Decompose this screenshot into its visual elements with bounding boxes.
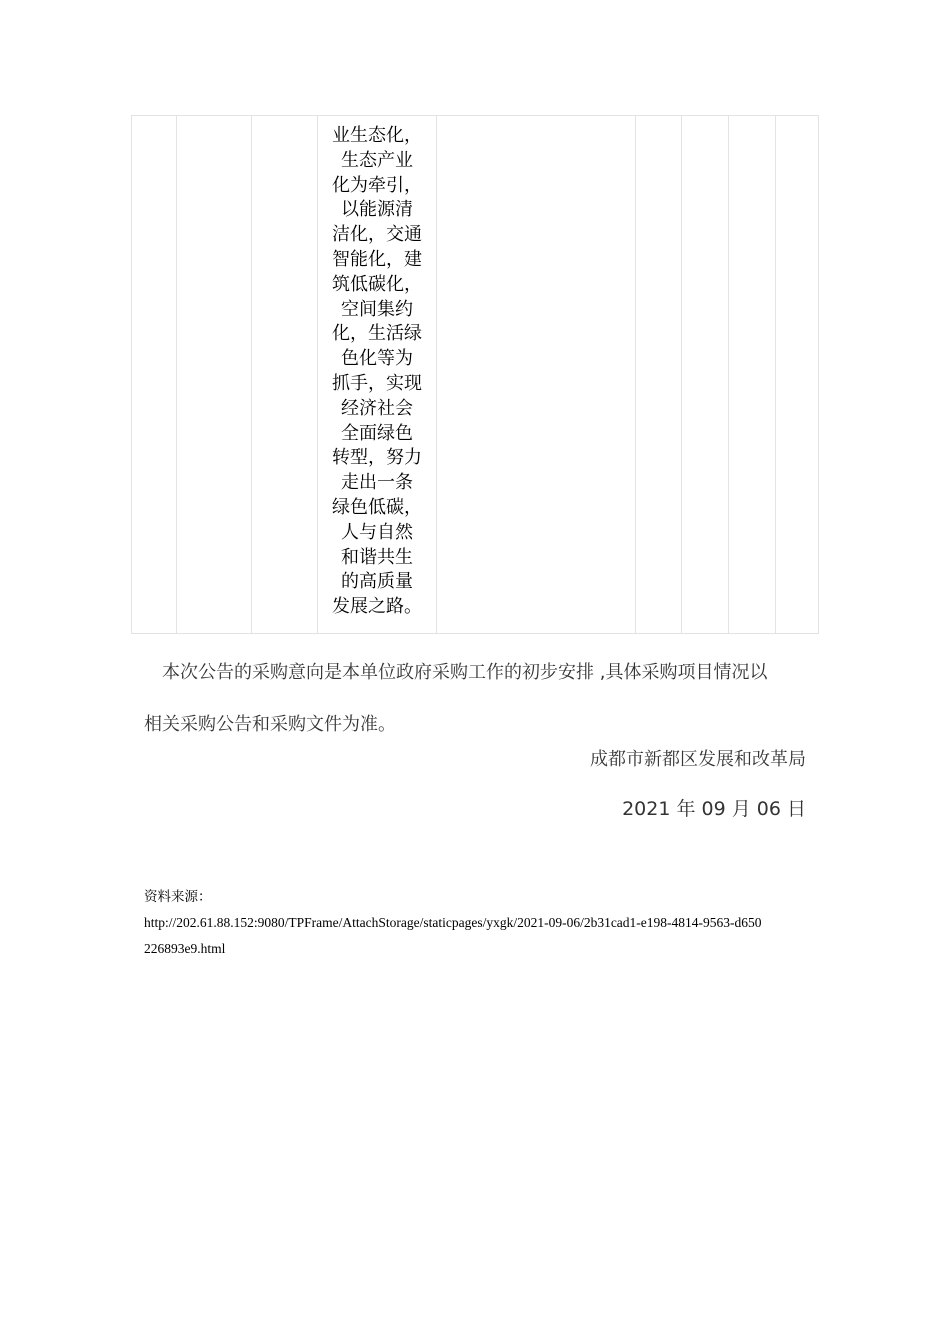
cell-line: 智能化，建 <box>332 248 422 270</box>
issue-date: 2021 年 09 月 06 日 <box>622 798 806 820</box>
notice-paragraph <box>144 647 814 751</box>
notice-line-2: 相关采购公告和采购文件为准。 <box>144 714 396 735</box>
table-cell-description <box>318 124 436 620</box>
cell-line: 色化等为 <box>341 348 413 370</box>
cell-line: 生态产业 <box>341 149 413 171</box>
cell-line: 全面绿色 <box>341 422 413 444</box>
table-column-divider <box>436 116 437 633</box>
cell-line: 洁化，交通 <box>332 224 422 246</box>
table-column-divider <box>635 116 636 633</box>
cell-line: 业生态化， <box>332 125 422 146</box>
table-column-divider <box>176 116 177 633</box>
table-column-divider <box>728 116 729 633</box>
procurement-table <box>131 115 819 634</box>
cell-line: 走出一条 <box>341 472 413 494</box>
cell-line: 化，生活绿 <box>332 323 422 345</box>
cell-line: 的高质量 <box>341 571 413 593</box>
notice-line-1: 本次公告的采购意向是本单位政府采购工作的初步安排 ,具体采购项目情况以 <box>162 662 768 683</box>
source-url-line-2: 226893e9.html <box>144 941 226 956</box>
table-column-divider <box>681 116 682 633</box>
cell-line: 转型，努力 <box>332 447 422 469</box>
cell-line: 人与自然 <box>341 521 413 543</box>
cell-line: 筑低碳化， <box>332 273 422 295</box>
issuing-organization: 成都市新都区发展和改革局 <box>590 749 806 770</box>
cell-line: 化为牵引， <box>332 174 422 196</box>
source-label: 资料来源： <box>144 889 212 904</box>
cell-line: 绿色低碳， <box>332 496 422 518</box>
cell-line: 抓手，实现 <box>332 372 422 394</box>
cell-line: 以能源清 <box>341 199 413 221</box>
cell-line: 和谐共生 <box>341 546 413 568</box>
table-column-divider <box>251 116 252 633</box>
cell-line: 空间集约 <box>341 298 413 320</box>
cell-line: 发展之路。 <box>332 596 422 618</box>
source-url-line-1: http://202.61.88.152:9080/TPFrame/AttachStorage/staticpages/yxgk/2021-09-06/2b31cad1-e198-4814-9563-d650 <box>144 915 762 930</box>
cell-line: 经济社会 <box>341 397 413 419</box>
source-reference <box>144 884 808 962</box>
table-column-divider <box>775 116 776 633</box>
